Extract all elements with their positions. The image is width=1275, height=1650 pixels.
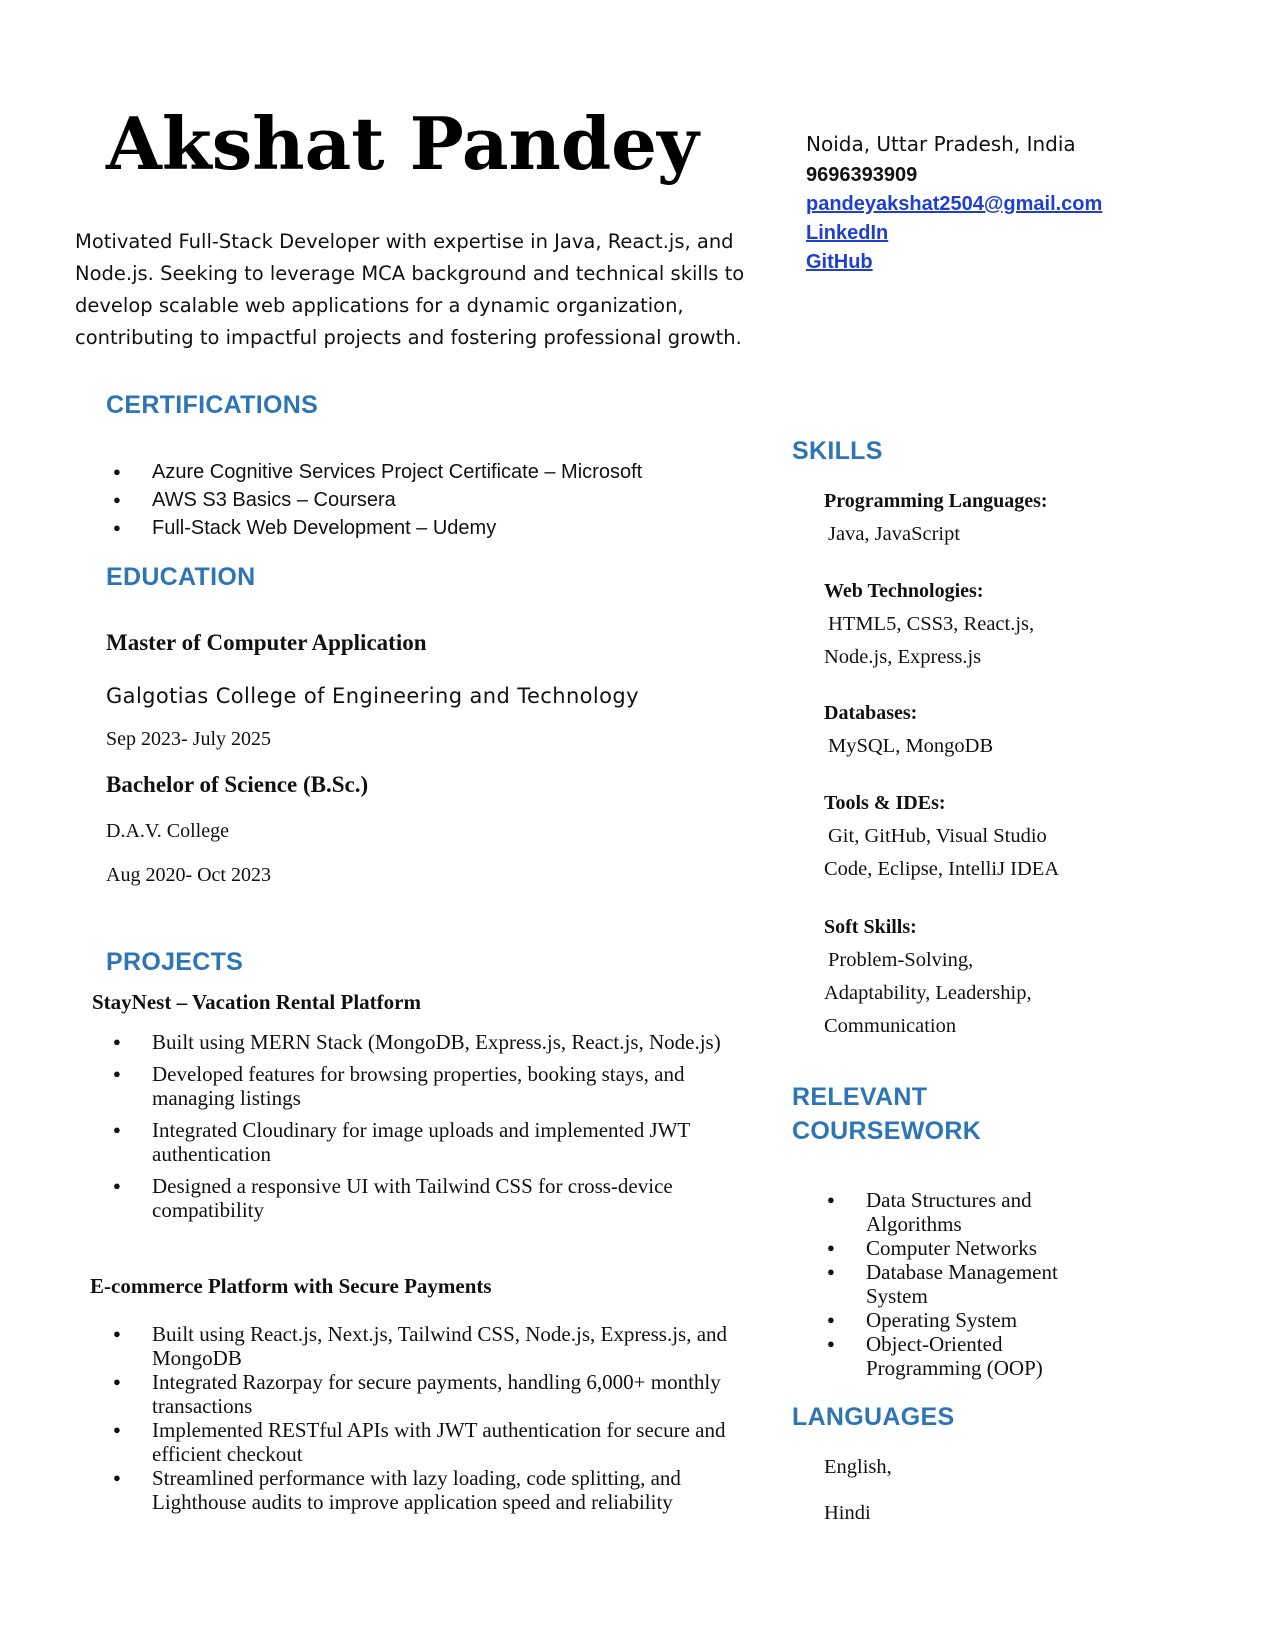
languages-heading: LANGUAGES	[792, 1403, 955, 1431]
list-item: ● Built using MERN Stack (MongoDB, Express.js, React.js, Node.js)	[108, 1030, 748, 1054]
education-dates: Aug 2020- Oct 2023	[106, 864, 271, 886]
project-bullets	[108, 1030, 748, 1222]
skill-group-value: MySQL, MongoDB	[828, 735, 994, 757]
list-item: ● Developed features for browsing properties, booking stays, and managing listings	[108, 1062, 748, 1110]
list-item: ● Implemented RESTful APIs with JWT authentication for secure and efficient checkout	[108, 1418, 748, 1466]
skill-group-value: Problem-Solving, Adaptability, Leadership, Communication	[824, 949, 1032, 1037]
skill-group-value: Java, JavaScript	[828, 523, 961, 545]
skill-group-label: Tools & IDEs:	[824, 792, 946, 814]
skill-group-label: Databases:	[824, 702, 918, 724]
projects-heading: PROJECTS	[106, 948, 244, 976]
list-item: ● Database Management System	[822, 1260, 1106, 1308]
skill-group-value: Git, GitHub, Visual Studio Code, Eclipse, IntelliJ IDEA	[824, 825, 1060, 880]
profile-summary: Motivated Full-Stack Developer with expertise in Java, React.js, and Node.js. Seeking to leverage MCA background and technical skills to develop scalable web applications for a dynamic organization, contributing to impactful projects and fostering professional growth.	[75, 230, 745, 349]
project-title: StayNest – Vacation Rental Platform	[92, 990, 421, 1014]
project-title: E-commerce Platform with Secure Payments	[90, 1274, 492, 1298]
coursework-heading	[792, 1080, 981, 1148]
list-item: ● Built using React.js, Next.js, Tailwind CSS, Node.js, Express.js, and MongoDB	[108, 1322, 748, 1370]
list-item: ● Integrated Cloudinary for image uploads and implemented JWT authentication	[108, 1118, 748, 1166]
contact-phone: 9696393909	[806, 164, 918, 186]
list-item: ● Operating System	[822, 1308, 1222, 1332]
list-item: ● Designed a responsive UI with Tailwind CSS for cross-device compatibility	[108, 1174, 748, 1222]
list-item: ● Streamlined performance with lazy loading, code splitting, and Lighthouse audits to improve application speed and reliability	[108, 1466, 748, 1514]
education-heading: EDUCATION	[106, 563, 256, 591]
github-link[interactable]: GitHub	[806, 251, 873, 273]
education-institution: D.A.V. College	[106, 820, 229, 842]
contact-block	[806, 128, 1246, 277]
linkedin-link[interactable]: LinkedIn	[806, 222, 889, 244]
certifications-list	[108, 458, 748, 542]
certifications-heading: CERTIFICATIONS	[106, 391, 319, 419]
list-item: ● AWS S3 Basics – Coursera	[108, 486, 748, 514]
skill-group-value: HTML5, CSS3, React.js, Node.js, Express.js	[824, 613, 1035, 668]
skill-group-label: Programming Languages:	[824, 490, 1048, 512]
education-degree: Master of Computer Application	[106, 630, 427, 655]
coursework-heading-line: RELEVANT	[792, 1083, 928, 1111]
coursework-heading-line: COURSEWORK	[792, 1117, 982, 1145]
skills-heading: SKILLS	[792, 437, 883, 465]
list-item: ● Data Structures and Algorithms	[822, 1188, 1096, 1236]
education-institution: Galgotias College of Engineering and Technology	[106, 684, 639, 708]
email-link[interactable]: pandeyakshat2504@gmail.com	[806, 193, 1103, 215]
list-item: ● Integrated Razorpay for secure payments, handling 6,000+ monthly transactions	[108, 1370, 748, 1418]
skill-group-label: Soft Skills:	[824, 916, 917, 938]
list-item: ● Computer Networks	[822, 1236, 1222, 1260]
candidate-name: Akshat Pandey	[106, 101, 699, 186]
language-item: Hindi	[824, 1502, 871, 1524]
coursework-list	[822, 1188, 1222, 1380]
education-dates: Sep 2023- July 2025	[106, 728, 271, 750]
list-item: ● Object-Oriented Programming (OOP)	[822, 1332, 1106, 1380]
list-item: ● Full-Stack Web Development – Udemy	[108, 514, 748, 542]
skill-group-label: Web Technologies:	[824, 580, 984, 602]
language-item: English,	[824, 1456, 892, 1478]
education-degree: Bachelor of Science (B.Sc.)	[106, 772, 369, 797]
list-item: ● Azure Cognitive Services Project Certificate – Microsoft	[108, 458, 748, 486]
project-bullets	[108, 1322, 748, 1514]
contact-location: Noida, Uttar Pradesh, India	[806, 132, 1076, 156]
